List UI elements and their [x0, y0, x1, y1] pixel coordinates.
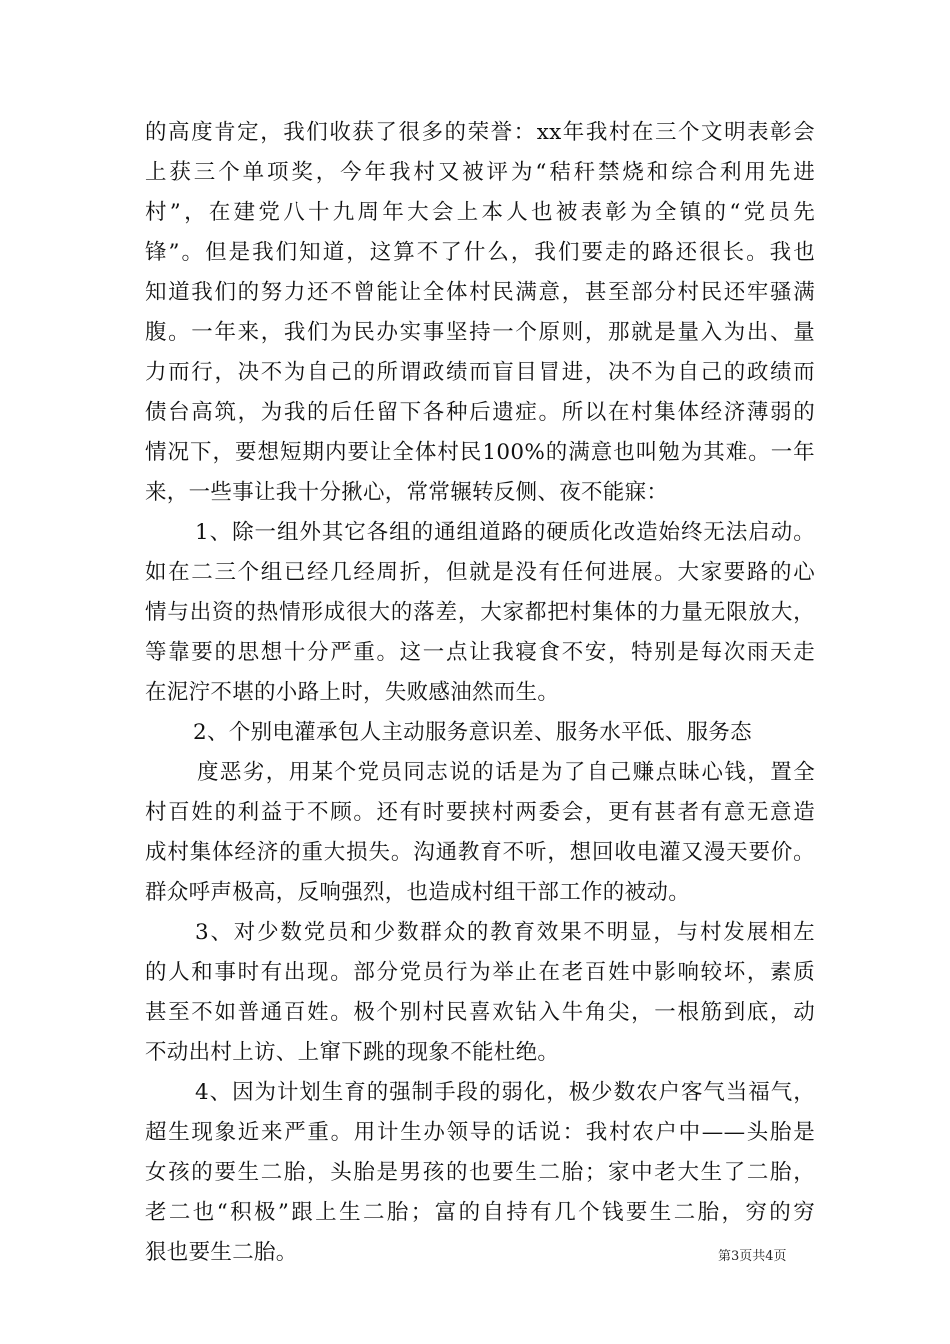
text-line: 上获三个单项奖，今年我村又被评为“秸秆禁烧和综合利用先进: [145, 160, 815, 185]
text-line: 情与出资的热情形成很大的落差，大家都把村集体的力量无限放大，: [145, 600, 815, 625]
page-number-footer: 第3页共4页: [718, 1249, 787, 1264]
text-line: 女孩的要生二胎，头胎是男孩的也要生二胎；家中老大生了二胎，: [145, 1160, 815, 1185]
text-line: 情况下，要想短期内要让全体村民100%的满意也叫勉为其难。一年: [145, 440, 815, 465]
text-line: 锋”。但是我们知道，这算不了什么，我们要走的路还很长。我也: [145, 240, 815, 265]
text-line: 如在二三个组已经几经周折，但就是没有任何进展。大家要路的心: [145, 560, 815, 585]
text-line: 群众呼声极高，反响强烈，也造成村组干部工作的被动。: [145, 880, 691, 905]
text-line: 的高度肯定，我们收获了很多的荣誉：xx年我村在三个文明表彰会: [145, 120, 815, 145]
text-line: 在泥泞不堪的小路上时，失败感油然而生。: [145, 680, 560, 705]
paragraph-item-4-first-line: 4、因为计划生育的强制手段的弱化，极少数农户客气当福气，: [195, 1080, 815, 1105]
text-line: 老二也“积极”跟上生二胎；富的自持有几个钱要生二胎，穷的穷: [145, 1200, 815, 1225]
text-line: 来，一些事让我十分揪心，常常辗转反侧、夜不能寐：: [145, 480, 669, 505]
text-line: 狠也要生二胎。: [145, 1240, 298, 1265]
text-line: 债台高筑，为我的后任留下各种后遗症。所以在村集体经济薄弱的: [145, 400, 815, 425]
text-line: 村”，在建党八十九周年大会上本人也被表彰为全镇的“党员先: [145, 200, 815, 225]
text-line: 甚至不如普通百姓。极个别村民喜欢钻入牛角尖，一根筋到底，动: [145, 1000, 815, 1025]
text-line: 力而行，决不为自己的所谓政绩而盲目冒进，决不为自己的政绩而: [145, 360, 815, 385]
text-line: 腹。一年来，我们为民办实事坚持一个原则，那就是量入为出、量: [145, 320, 815, 345]
text-line: 不动出村上访、上窜下跳的现象不能杜绝。: [145, 1040, 560, 1065]
paragraph-item-3-first-line: 3、对少数党员和少数群众的教育效果不明显，与村发展相左: [195, 920, 815, 945]
paragraph-item-2-first-line: 2、个别电灌承包人主动服务意识差、服务水平低、服务态: [193, 720, 752, 745]
text-line: 等靠要的思想十分严重。这一点让我寝食不安，特别是每次雨天走: [145, 640, 815, 665]
text-line: 的人和事时有出现。部分党员行为举止在老百姓中影响较坏，素质: [145, 960, 815, 985]
text-line: 成村集体经济的重大损失。沟通教育不听，想回收电灌又漫天要价。: [145, 840, 815, 865]
text-line: 度恶劣，用某个党员同志说的话是为了自己赚点昧心钱，置全: [197, 760, 815, 785]
paragraph-item-1-first-line: 1、除一组外其它各组的通组道路的硬质化改造始终无法启动。: [195, 520, 815, 545]
text-line: 知道我们的努力还不曾能让全体村民满意，甚至部分村民还牢骚满: [145, 280, 815, 305]
text-line: 村百姓的利益于不顾。还有时要挟村两委会，更有甚者有意无意造: [145, 800, 815, 825]
text-line: 超生现象近来严重。用计生办领导的话说：我村农户中——头胎是: [145, 1120, 815, 1145]
